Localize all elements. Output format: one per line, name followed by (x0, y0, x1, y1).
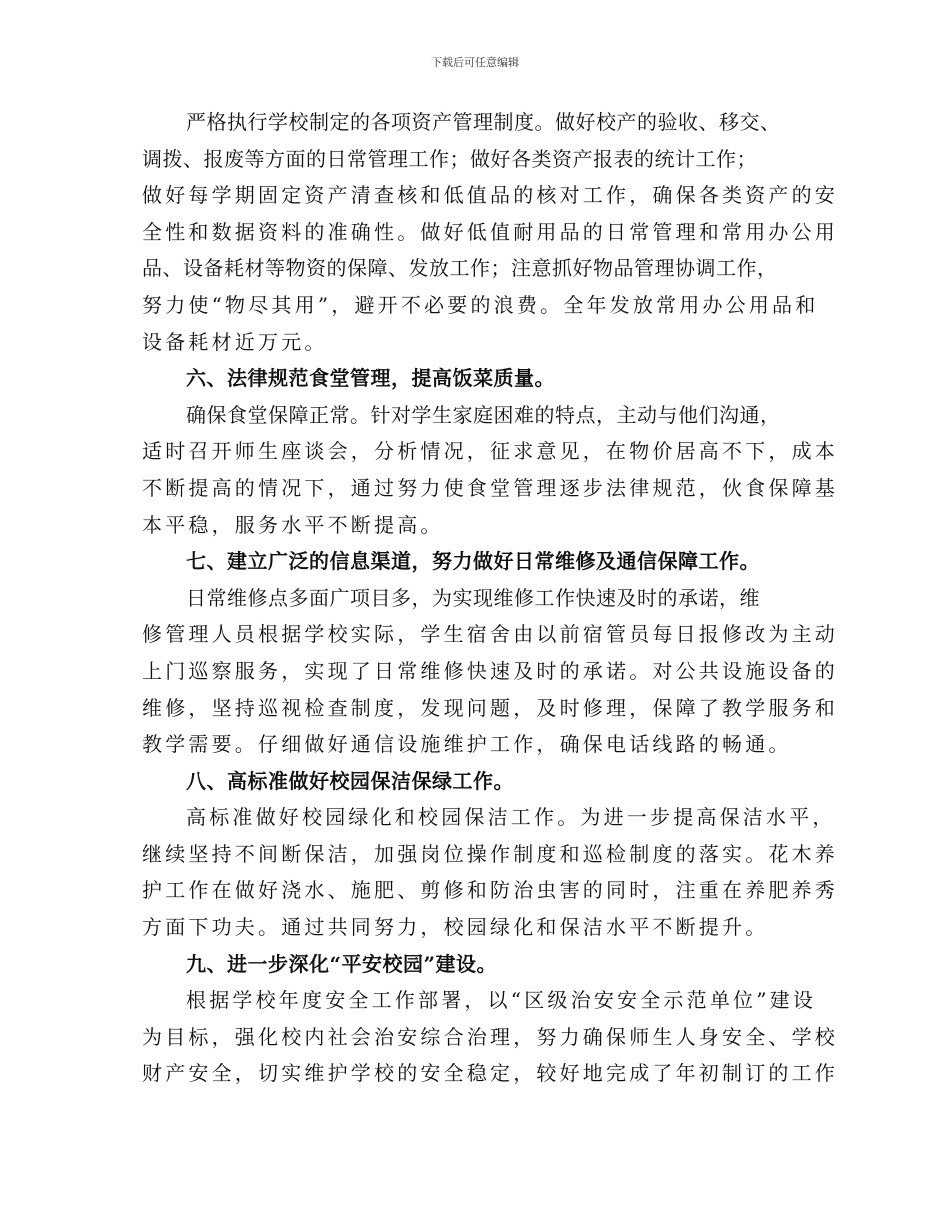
paragraph-line: 根据学校年度安全工作部署，以“区级治安安全示范单位”建设 (186, 988, 817, 1013)
paragraph-line: 方面下功夫。通过共同努力，校园绿化和保洁水平不断提升。 (142, 915, 769, 940)
paragraph-line: 本平稳，服务水平不断提高。 (142, 512, 444, 537)
paragraph-line: 教学需要。仔细做好通信设施维护工作，确保电话线路的畅通。 (142, 732, 792, 757)
paragraph-line: 调拨、报废等方面的日常管理工作；做好各类资产报表的统计工作； (142, 146, 757, 171)
paragraph-line: 做好每学期固定资产清查核和低值品的核对工作，确保各类资产的安 (142, 183, 838, 208)
section-heading: 九、进一步深化“平安校园”建设。 (186, 951, 498, 976)
paragraph-line: 确保食堂保障正常。针对学生家庭困难的特点，主动与他们沟通， (186, 402, 781, 427)
paragraph-line: 不断提高的情况下，通过努力使食堂管理逐步法律规范，伙食保障基 (142, 475, 838, 500)
paragraph-line: 全性和数据资料的准确性。做好低值耐用品的日常管理和常用办公用 (142, 219, 838, 244)
paragraph-line: 继续坚持不间断保洁，加强岗位操作制度和巡检制度的落实。花木养 (142, 841, 838, 866)
paragraph-line: 上门巡察服务，实现了日常维修快速及时的承诺。对公共设施设备的 (142, 658, 838, 683)
paragraph-line: 财产安全，切实维护学校的安全稳定，较好地完成了年初制订的工作 (142, 1061, 838, 1086)
paragraph-line: 修管理人员根据学校实际，学生宿舍由以前宿管员每日报修改为主动 (142, 622, 838, 647)
paragraph-line: 为目标，强化校内社会治安综合治理，努力确保师生人身安全、学校 (142, 1024, 838, 1049)
document-body (142, 104, 838, 1092)
paragraph-line: 高标准做好校园绿化和校园保洁工作。为进一步提高保洁水平， (186, 805, 836, 830)
paragraph-line: 适时召开师生座谈会，分析情况，征求意见，在物价居高不下，成本 (142, 439, 838, 464)
section-heading: 八、高标准做好校园保洁保绿工作。 (186, 768, 514, 793)
section-heading: 七、建立广泛的信息渠道，努力做好日常维修及通信保障工作。 (186, 549, 760, 574)
paragraph-line: 努力使“物尽其用”，避开不必要的浪费。全年发放常用办公用品和 (142, 292, 819, 317)
paragraph-line: 维修，坚持巡视检查制度，发现问题，及时修理，保障了教学服务和 (142, 695, 838, 720)
paragraph-line: 设备耗材近万元。 (142, 329, 328, 354)
paragraph-line: 品、设备耗材等物资的保障、发放工作；注意抓好物品管理协调工作， (142, 256, 778, 281)
paragraph-line: 日常维修点多面广项目多，为实现维修工作快速及时的承诺，维 (186, 585, 760, 610)
paragraph-line: 护工作在做好浇水、施肥、剪修和防治虫害的同时，注重在养肥养秀 (142, 878, 838, 903)
paragraph-line: 严格执行学校制定的各项资产管理制度。做好校产的验收、移交、 (186, 110, 781, 134)
section-heading: 六、法律规范食堂管理，提高饭菜质量。 (186, 366, 555, 391)
page-header: 下载后可任意编辑 (431, 56, 519, 69)
